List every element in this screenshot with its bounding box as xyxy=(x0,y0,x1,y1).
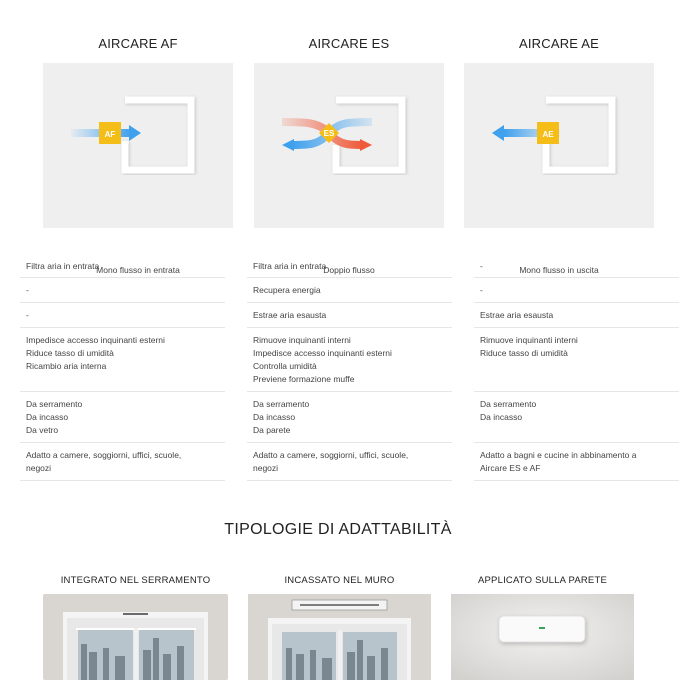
feature-row xyxy=(20,328,225,392)
feature-text: negozi xyxy=(253,463,279,473)
es-flow-diagram xyxy=(274,95,424,175)
type-title: APPLICATO SULLA PARETE xyxy=(477,575,607,586)
feature-text: Da parete xyxy=(253,425,291,435)
feature-row xyxy=(20,278,225,303)
feature-text: Recupera energia xyxy=(253,285,321,295)
feature-row xyxy=(247,392,452,443)
features-es xyxy=(247,253,452,481)
feature-row xyxy=(247,253,452,278)
section-title: TIPOLOGIE DI ADATTABILITÀ xyxy=(224,521,452,538)
feature-row xyxy=(20,303,225,328)
feature-text: Adatto a camere, soggiorni, uffici, scuole, xyxy=(26,450,182,460)
product-title: AIRCARE ES xyxy=(308,36,390,51)
feature-text: Estrae aria esausta xyxy=(253,310,327,320)
feature-text: Impedisce accesso inquinanti esterni xyxy=(26,335,165,345)
af-flow-diagram xyxy=(63,95,213,175)
feature-row xyxy=(474,253,679,278)
svg-text:AE: AE xyxy=(542,130,554,139)
feature-text: Controlla umidità xyxy=(253,361,317,371)
feature-text: Rimuove inquinanti interni xyxy=(253,335,351,345)
feature-text: Da serramento xyxy=(253,399,310,409)
product-caption: Mono flusso in uscita xyxy=(519,265,599,275)
feature-text: Da incasso xyxy=(26,412,69,422)
feature-text: Ricambio aria interna xyxy=(26,361,107,371)
feature-row xyxy=(247,328,452,392)
svg-text:ES: ES xyxy=(323,129,335,138)
feature-row xyxy=(20,253,225,278)
feature-text: Impedisce accesso inquinanti esterni xyxy=(253,348,392,358)
type-title: INTEGRATO NEL SERRAMENTO xyxy=(60,575,211,586)
feature-row xyxy=(247,303,452,328)
wall-applied-image xyxy=(450,594,635,680)
feature-row xyxy=(20,443,225,481)
type-integrated xyxy=(43,575,228,586)
feature-text: Riduce tasso di umidità xyxy=(26,348,114,358)
feature-text: Filtra aria in entrata xyxy=(253,261,327,271)
feature-text: - xyxy=(26,285,29,295)
ae-flow-diagram xyxy=(484,95,634,175)
feature-row xyxy=(474,278,679,303)
window-integrated-image xyxy=(43,594,228,680)
feature-text: - xyxy=(480,261,483,271)
product-caption: Mono flusso in entrata xyxy=(96,265,180,275)
svg-text:AF: AF xyxy=(104,130,116,139)
feature-text: Da vetro xyxy=(26,425,59,435)
type-title: INCASSATO NEL MURO xyxy=(284,575,395,586)
feature-row xyxy=(474,303,679,328)
feature-row xyxy=(247,278,452,303)
feature-text: Adatto a camere, soggiorni, uffici, scuole, xyxy=(253,450,409,460)
feature-text: Da serramento xyxy=(480,399,537,409)
feature-text: Da incasso xyxy=(480,412,523,422)
feature-text: Riduce tasso di umidità xyxy=(480,348,568,358)
feature-row xyxy=(474,443,679,481)
features-ae xyxy=(474,253,679,481)
feature-text: - xyxy=(480,285,483,295)
product-caption: Doppio flusso xyxy=(323,265,375,275)
feature-row xyxy=(474,328,679,392)
feature-text: Rimuove inquinanti interni xyxy=(480,335,578,345)
feature-text: Filtra aria in entrata xyxy=(26,261,100,271)
feature-row xyxy=(247,443,452,481)
product-title: AIRCARE AF xyxy=(98,36,178,51)
product-title: AIRCARE AE xyxy=(518,36,600,51)
feature-text: Da incasso xyxy=(253,412,296,422)
window-recessed-image xyxy=(247,594,432,680)
type-recessed xyxy=(247,575,432,586)
feature-text: negozi xyxy=(26,463,52,473)
feature-text: Estrae aria esausta xyxy=(480,310,554,320)
type-applied xyxy=(450,575,635,586)
feature-text: Da serramento xyxy=(26,399,83,409)
feature-row xyxy=(474,392,679,443)
feature-text: Adatto a bagni e cucine in abbinamento a xyxy=(480,450,637,460)
features-af xyxy=(20,253,225,481)
feature-text: - xyxy=(26,310,29,320)
feature-text: Previene formazione muffe xyxy=(253,374,355,384)
feature-text: Aircare ES e AF xyxy=(480,463,541,473)
feature-row xyxy=(20,392,225,443)
